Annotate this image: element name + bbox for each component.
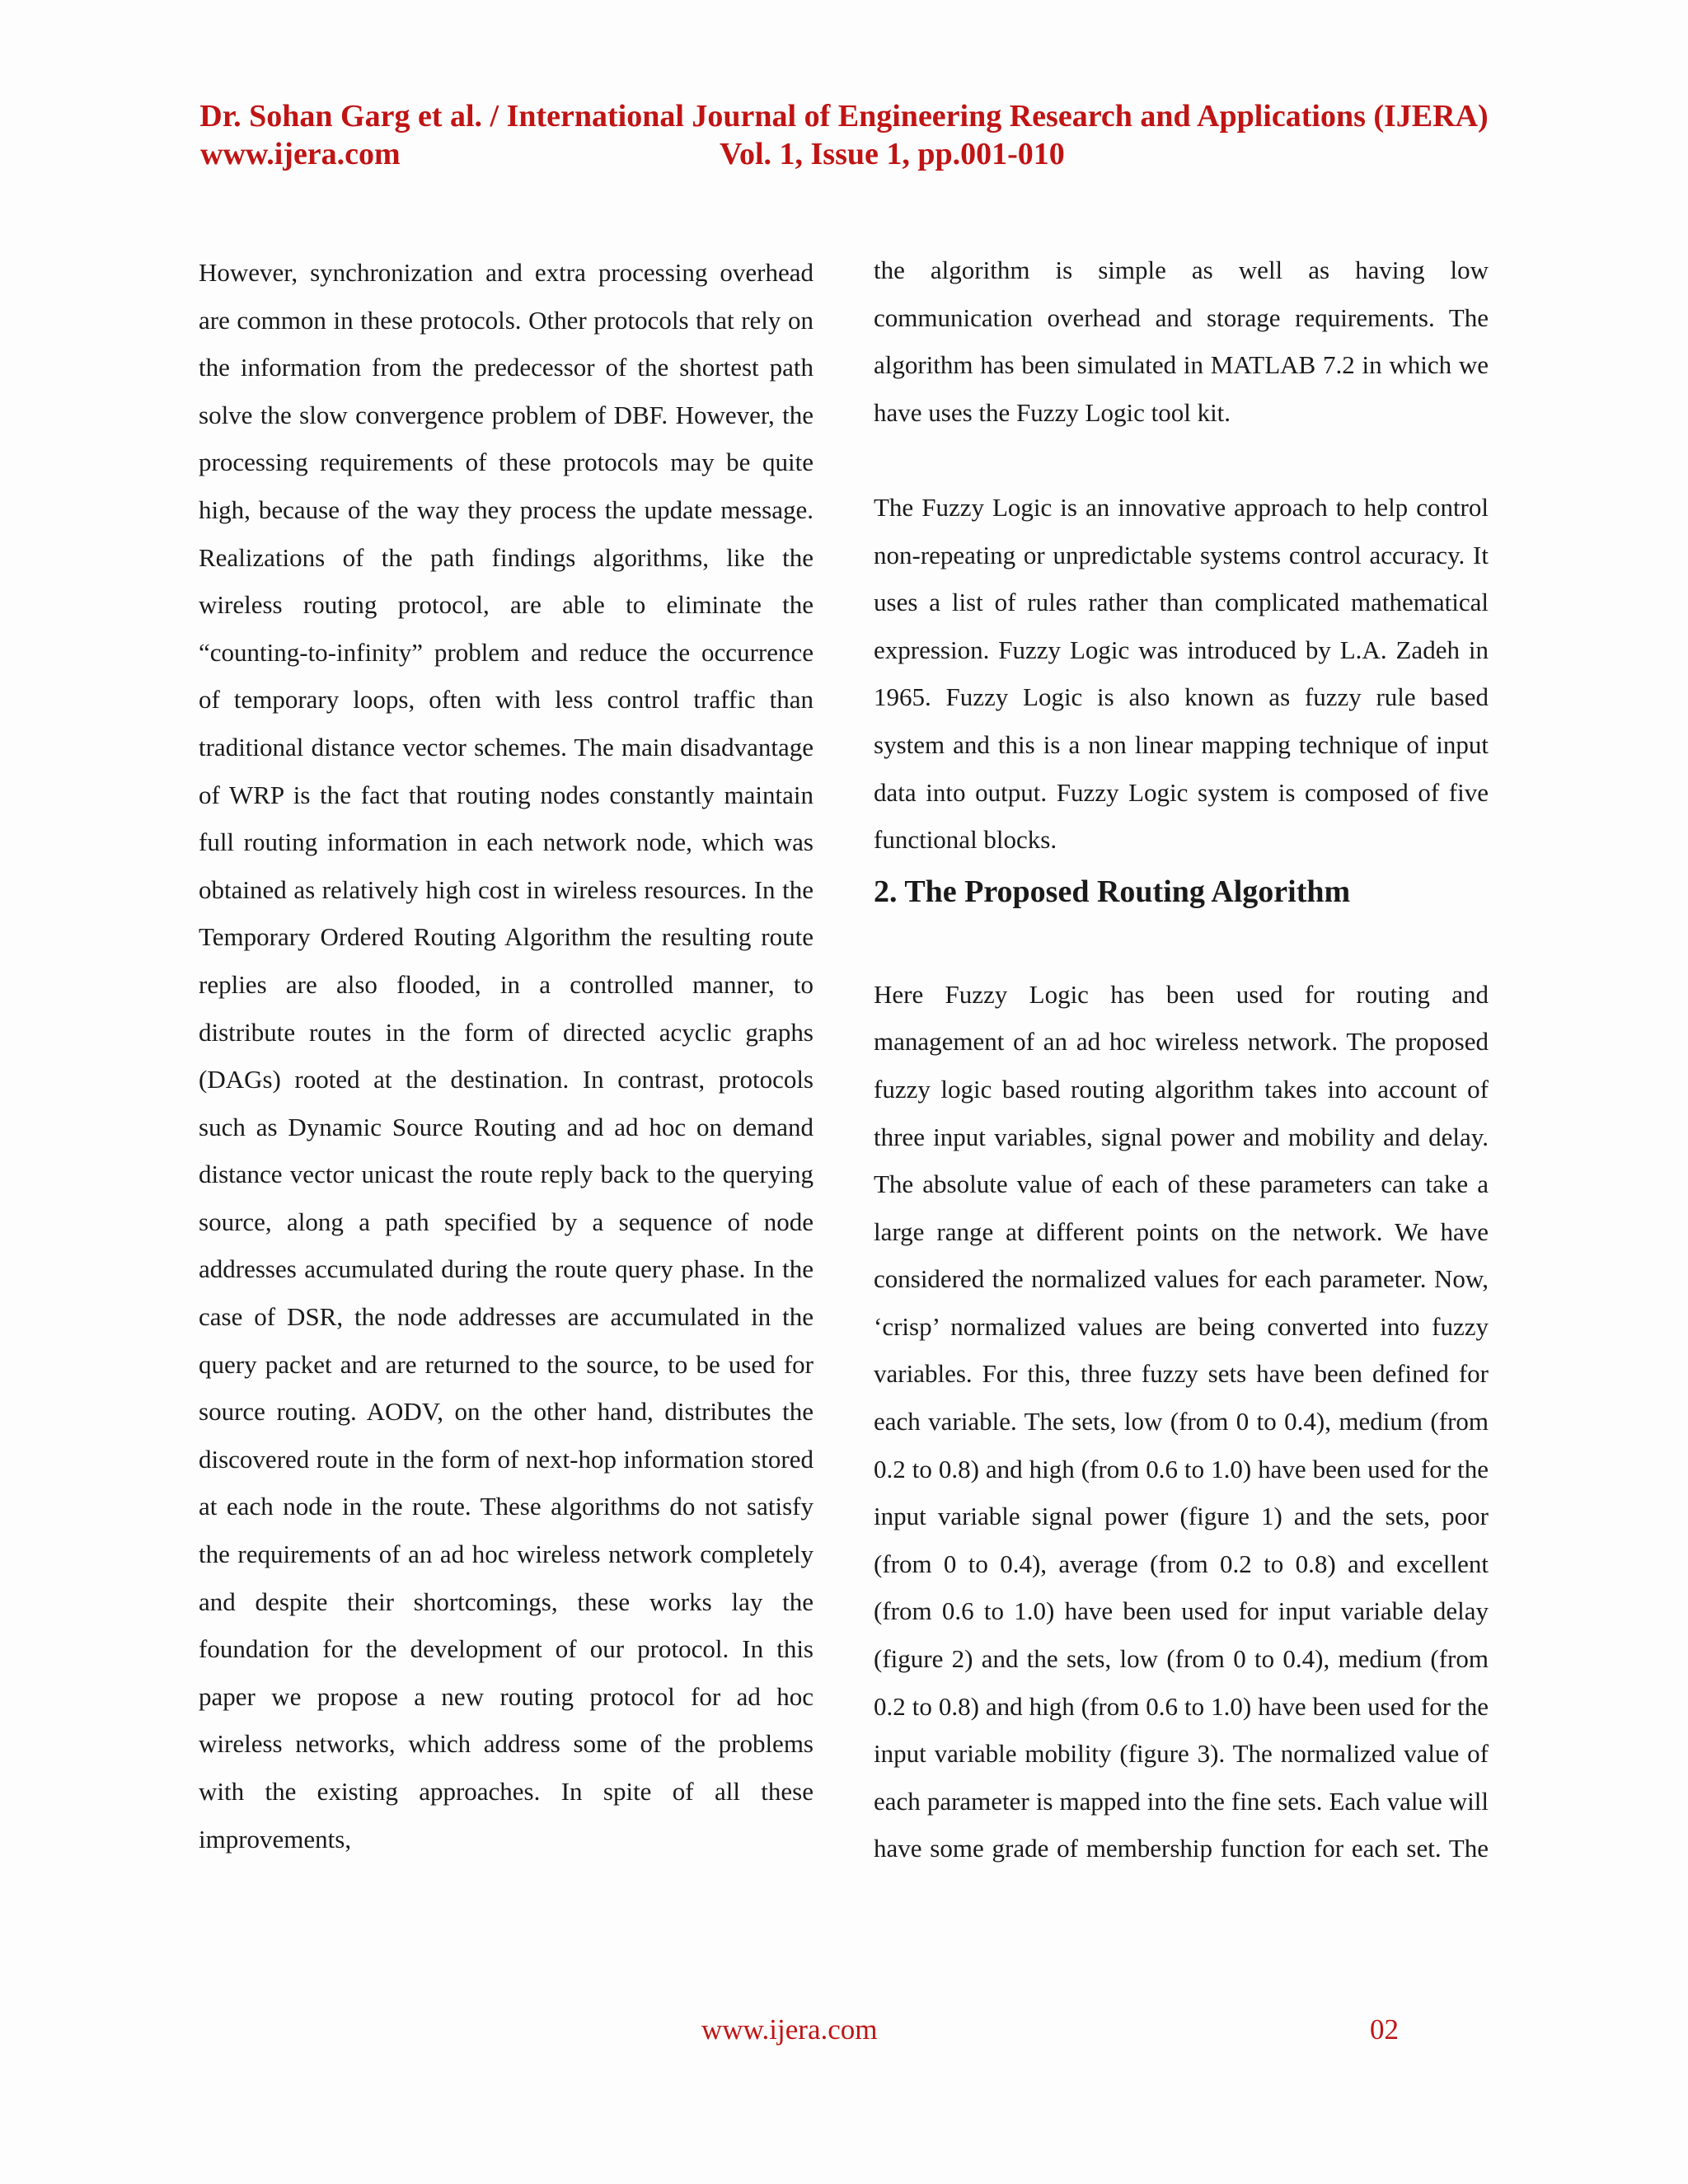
volume-issue: Vol. 1, Issue 1, pp.001-010 (720, 137, 1065, 171)
journal-citation: Dr. Sohan Garg et al. / International Journal of Engineering Research and Applications (IJERA) (199, 99, 1489, 134)
body-paragraph: the algorithm is simple as well as having low communication overhead and storage requirements. The algorithm has been simulated in MATLAB 7.2 in which we have uses the Fuzzy Logic tool kit. (874, 255, 1489, 427)
body-paragraph: Here Fuzzy Logic has been used for routing and management of an ad hoc wireless network. The proposed fuzzy logic based routing algorithm takes into account of three input variables, signal power and mobility and delay. The absolute value of each of these parameters can take a large range at different points on the network. We have considered the normalized values for each parameter. Now, ‘crisp’ normalized values are being converted into fuzzy variables. For this, three fuzzy sets have been defined for each variable. The sets, low (from 0 to 0.4), medium (from 0.2 to 0.8) and high (from 0.6 to 1.0) have been used for the input variable signal power (figure 1) and the sets, poor (from 0 to 0.4), average (from 0.2 to 0.8) and excellent (from 0.6 to 1.0) have been used for input variable delay (figure 2) and the sets, low (from 0 to 0.4), medium (from 0.2 to 0.8) and high (from 0.6 to 1.0) have been used for the input variable mobility (figure 3). The normalized value of each parameter is mapped into the fine sets. Each value will have some grade of membership function for each set. The (874, 979, 1489, 1863)
footer-url[interactable]: www.ijera.com (701, 2013, 878, 2046)
journal-url[interactable]: www.ijera.com (200, 137, 401, 171)
body-paragraph: However, synchronization and extra processing overhead are common in these protocols. Other protocols that rely on the information from the predecessor of the shortest path solve the slow convergence problem of DBF. However, the processing requirements of these protocols may be quite high, because of the way they process the update message. Realizations of the path findings algorithms, like the wireless routing protocol, are able to eliminate the “counting-to-infinity” problem and reduce the occurrence of temporary loops, often with less control traffic than traditional distance vector schemes. The main disadvantage of WRP is the fact that routing nodes constantly maintain full routing information in each network node, which was obtained as relatively high cost in wireless resources. In the Temporary Ordered Routing Algorithm the resulting route replies are also flooded, in a controlled manner, to distribute routes in the form of directed acyclic graphs (DAGs) rooted at the destination. In contrast, protocols such as Dynamic Source Routing and ad hoc on demand distance vector unicast the route reply back to the querying source, along a path specified by a sequence of node addresses accumulated during the route query phase. In the case of DSR, the node addresses are accumulated in the query packet and are returned to the source, to be used for source routing. AODV, on the other hand, distributes the discovered route in the form of next-hop information stored at each node in the route. These algorithms do not satisfy the requirements of an ad hoc wireless network completely and despite their shortcomings, these works lay the foundation for the development of our protocol. In this paper we propose a new routing protocol for ad hoc wireless networks, which address some of the problems with the existing approaches. In spite of all these improvements, (199, 258, 814, 1854)
right-column (874, 246, 1489, 1872)
page-number: 02 (1370, 2013, 1399, 2046)
section-heading: 2. The Proposed Routing Algorithm (874, 874, 1351, 909)
left-column (199, 249, 814, 1863)
body-paragraph: The Fuzzy Logic is an innovative approach to help control non-repeating or unpredictable systems control accuracy. It uses a list of rules rather than complicated mathematical expression. Fuzzy Logic was introduced by L.A. Zadeh in 1965. Fuzzy Logic is also known as fuzzy rule based system and this is a non linear mapping technique of input data into output. Fuzzy Logic system is composed of five functional blocks. (874, 492, 1489, 855)
journal-header (0, 97, 1688, 173)
